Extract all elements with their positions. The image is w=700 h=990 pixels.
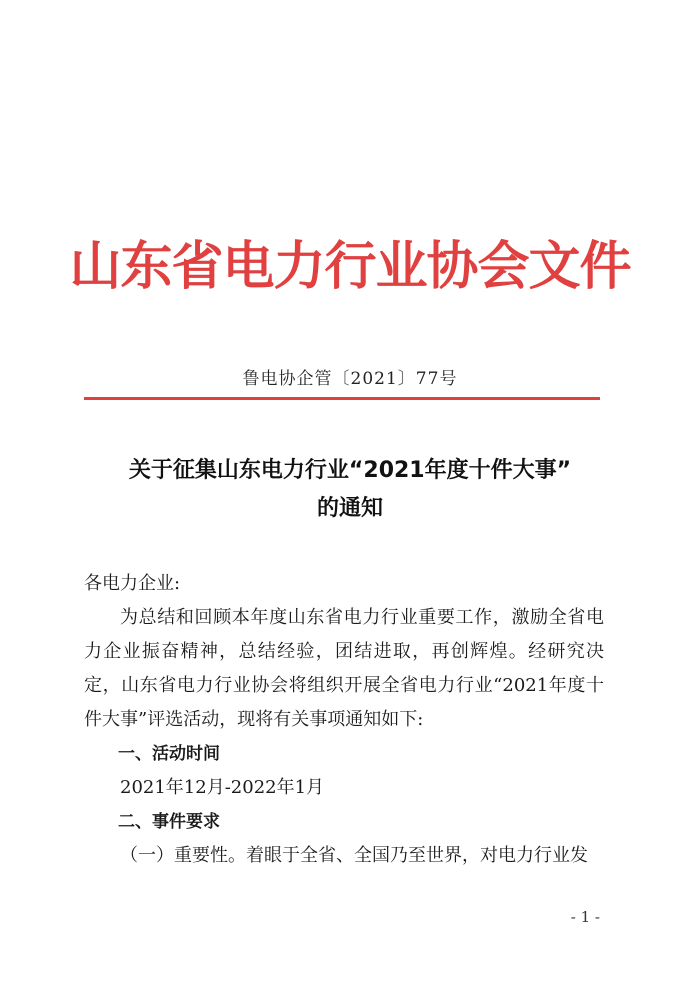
notice-title-line-2: 的通知 — [316, 496, 383, 521]
notice-title — [0, 452, 700, 528]
page-number: - 1 - — [570, 908, 600, 926]
section-2-heading: 二、事件要求 — [118, 812, 220, 832]
section-2-item-1: （一）重要性。着眼于全省、全国乃至世界，对电力行业发 — [120, 845, 588, 866]
section-1-content: 2021年12月-2022年1月 — [120, 777, 325, 798]
document-number: 鲁电协企管〔2021〕77号 — [242, 369, 458, 389]
masthead-title: 山东省电力行业协会文件 — [69, 236, 631, 297]
red-divider-line — [84, 397, 600, 400]
salutation: 各电力企业: — [84, 573, 181, 594]
notice-body — [84, 567, 604, 873]
notice-title-line-1: 关于征集山东电力行业“2021年度十件大事” — [128, 458, 572, 483]
section-1-heading: 一、活动时间 — [118, 744, 220, 764]
intro-paragraph: 为总结和回顾本年度山东省电力行业重要工作，激励全省电力企业振奋精神，总结经验，团结进取，再创辉煌。经研究决定，山东省电力行业协会将组织开展全省电力行业“2021年度十件大事”评选活动，现将有关事项通知如下: — [84, 607, 604, 730]
